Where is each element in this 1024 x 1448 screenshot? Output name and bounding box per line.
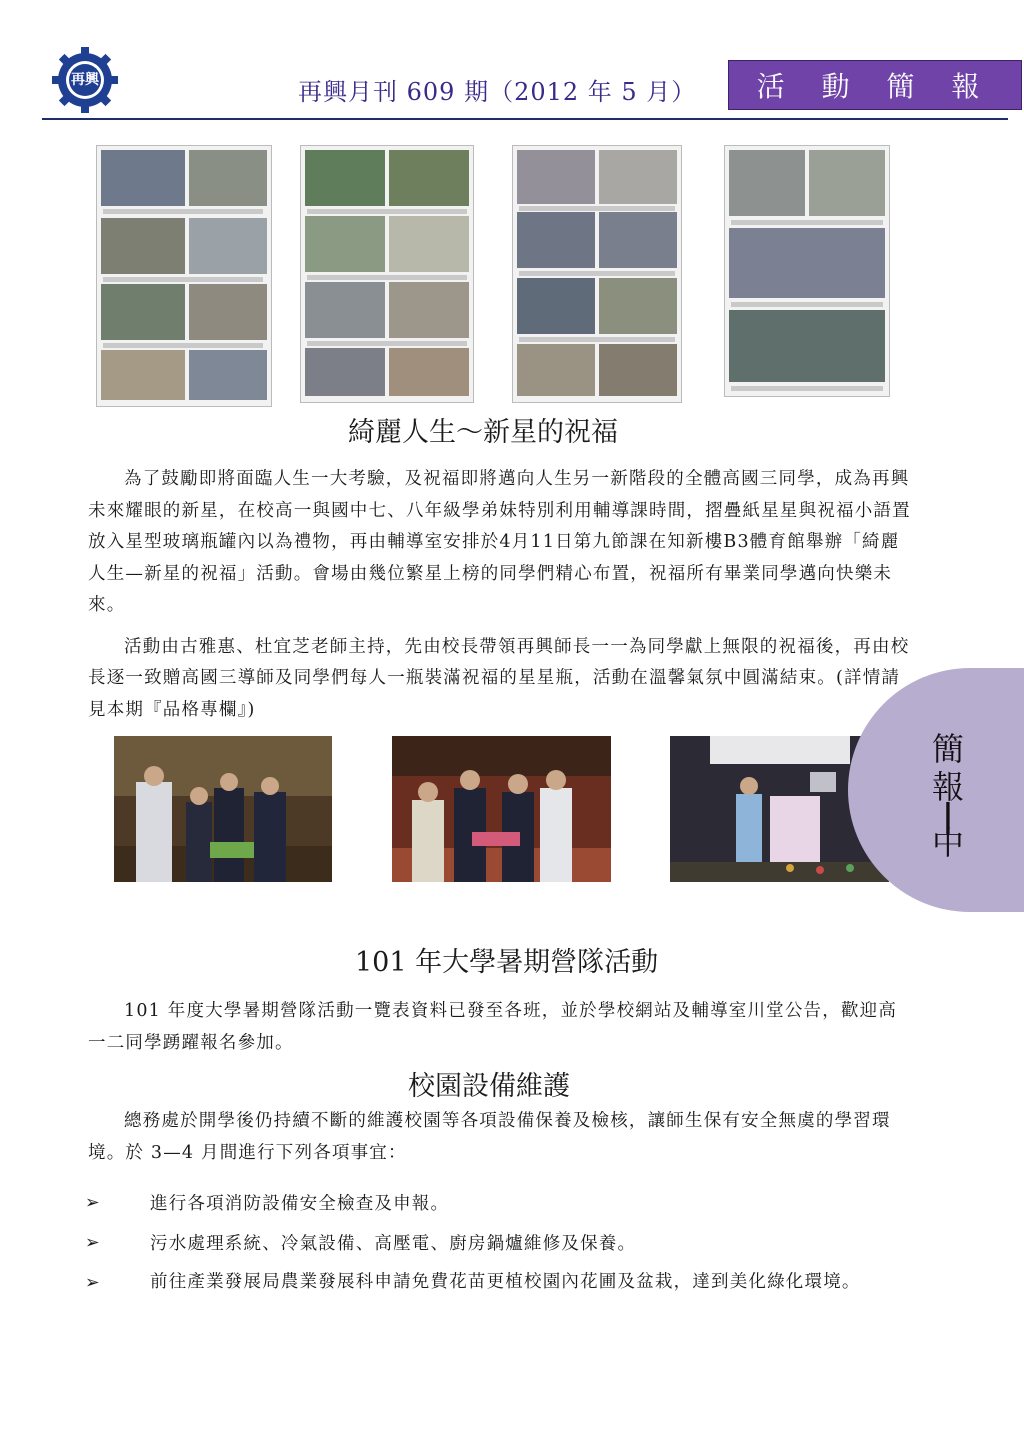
header-divider (42, 118, 1008, 120)
article-body-maintenance (88, 1106, 914, 1169)
bullet-arrow-icon: ➢ (85, 1193, 100, 1213)
paragraph: 活動由古雅惠、杜宜芝老師主持，先由校長帶領再興師長一一為同學獻上無限的祝福後，再由校長逐一致贈高國三導師及同學們每人一瓶裝滿祝福的星星瓶，活動在溫馨氣氛中圓滿結束。(詳情請見本期『品格專欄』) (88, 636, 910, 720)
article-body-stars (88, 464, 914, 726)
side-tab-char: 報 (931, 768, 964, 806)
article-body-camp (88, 996, 914, 1059)
article-title-camp: 101 年大學暑期營隊活動 (355, 947, 659, 978)
bullet-arrow-icon: ➢ (85, 1273, 100, 1293)
side-tab-char: 中 (931, 824, 964, 862)
list-item: 進行各項消防設備安全檢查及申報。 (150, 1194, 450, 1214)
event-photo-1 (114, 736, 332, 882)
section-label: 活 動 簡 報 (728, 60, 1022, 110)
paragraph: 為了鼓勵即將面臨人生一大考驗，及祝福即將邁向人生另一新階段的全體高國三同學，成為再興未來耀眼的新星，在校高一與國中七、八年級學弟妹特別利用輔導課時間，摺疊紙星星與祝福小語置放入星型玻璃瓶罐內以為禮物，再由輔導室安排於4月11日第九節課在知新樓B3體育館舉辦「綺麗人生—新星的祝福」活動。會場由幾位繁星上榜的同學們精心布置，祝福所有畢業同學邁向快樂未來。 (88, 469, 911, 615)
list-item: 污水處理系統、冷氣設備、高壓電、廚房鍋爐維修及保養。 (150, 1234, 637, 1254)
photo-collage-4 (724, 145, 890, 397)
photo-collage-2 (300, 145, 474, 403)
side-tab-char: | (942, 796, 954, 834)
event-photo-2 (392, 736, 611, 882)
logo-text: 再興 (71, 72, 99, 88)
side-tab-char: 簡 (931, 730, 964, 768)
article-title-stars: 綺麗人生～新星的祝福 (348, 417, 618, 448)
photo-collage-1 (96, 145, 272, 407)
list-item: 前往產業發展局農業發展科申請免費花苗更植校園內花圃及盆栽，達到美化綠化環境。 (150, 1272, 861, 1292)
photo-collage-3 (512, 145, 682, 403)
school-logo (50, 45, 120, 115)
paragraph: 101 年度大學暑期營隊活動一覽表資料已發至各班，並於學校網站及輔導室川堂公告，歡迎高一二同學踴躍報名參加。 (88, 1001, 898, 1053)
paragraph: 總務處於開學後仍持續不斷的維護校園等各項設備保養及檢核，讓師生保有安全無虞的學習環境。於 3—4 月間進行下列各項事宜： (88, 1111, 891, 1163)
issue-title: 再興月刊 609 期（2012 年 5 月） (298, 78, 697, 106)
bullet-arrow-icon: ➢ (85, 1233, 100, 1253)
side-tab-label (928, 730, 968, 862)
article-title-maintenance: 校園設備維護 (408, 1071, 570, 1102)
